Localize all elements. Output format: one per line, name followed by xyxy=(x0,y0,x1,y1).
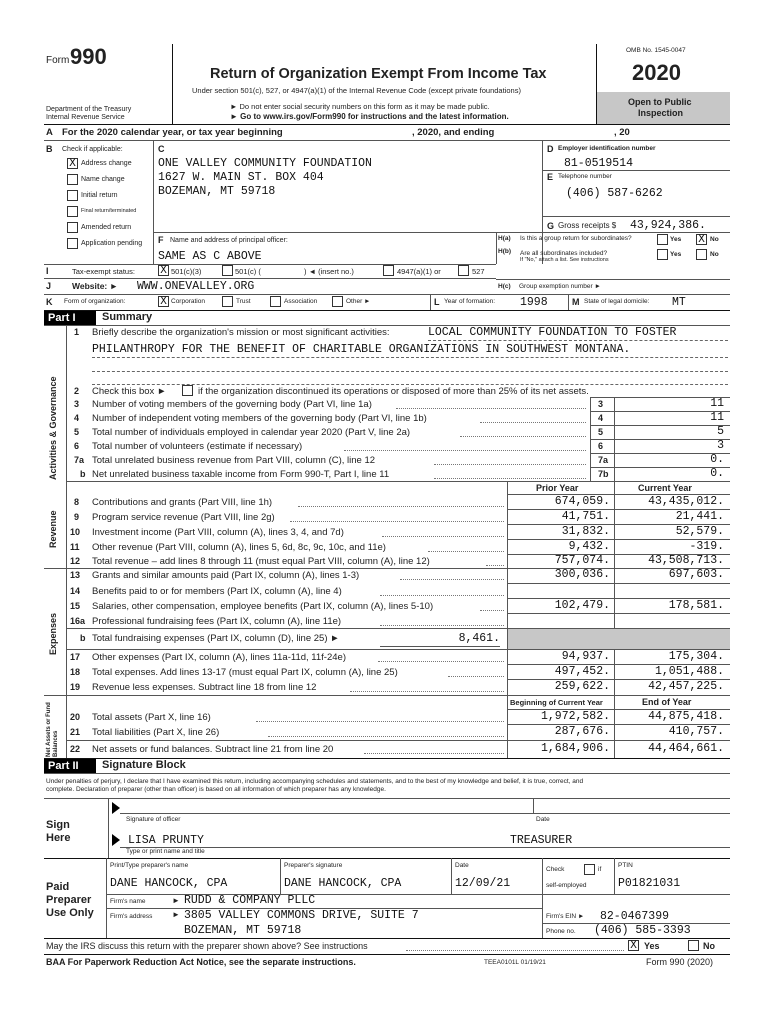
tax-year-end-20: , 20 xyxy=(614,127,630,138)
line-20-text: Total assets (Part X, line 16) xyxy=(92,712,211,723)
tax-year-beginning: For the 2020 calendar year, or tax year beginning xyxy=(62,127,283,138)
line-18-num: 18 xyxy=(70,667,81,677)
if-label: if xyxy=(598,866,602,873)
hb-note: If "No," attach a list. See instructions xyxy=(520,257,609,263)
discuss-question: May the IRS discuss this return with the preparer shown above? See instructions xyxy=(46,941,368,951)
line-11-text: Other revenue (Part VIII, column (A), lines 5, 6d, 8c, 9c, 10c, and 11e) xyxy=(92,542,386,553)
501c3-checkbox[interactable]: X xyxy=(158,265,169,276)
line-10-num: 10 xyxy=(70,527,81,537)
line-5-num: 5 xyxy=(74,427,80,437)
eoy-header: End of Year xyxy=(642,697,692,707)
line-19-current[interactable]: 42,457,225. xyxy=(648,680,724,693)
line-2-text: Check this box ► xyxy=(92,386,167,397)
name-change-checkbox[interactable] xyxy=(67,174,78,185)
hb-no-label: No xyxy=(710,251,719,258)
preparer-date[interactable]: 12/09/21 xyxy=(455,877,511,890)
line-13-current[interactable]: 697,603. xyxy=(668,568,724,581)
line-16a-text: Professional fundraising fees (Part IX, column (A), line 11e) xyxy=(92,616,342,627)
line-17-current[interactable]: 175,304. xyxy=(668,650,724,663)
line-7b-num: b xyxy=(80,469,86,479)
formation-label: Year of formation: xyxy=(444,298,496,305)
preparer-date-label: Date xyxy=(455,862,469,869)
line-2-num: 2 xyxy=(74,386,80,396)
ha-no-checkbox[interactable]: X xyxy=(696,234,707,245)
hb-no-checkbox[interactable] xyxy=(696,249,707,260)
line-9-prior[interactable]: 41,751. xyxy=(561,510,610,523)
line-19-num: 19 xyxy=(70,682,81,692)
row-e-letter: E xyxy=(547,172,554,182)
formation-value[interactable]: 1998 xyxy=(520,296,548,309)
hb-label: H(b) xyxy=(498,248,511,255)
hc-text: Group exemption number ► xyxy=(519,283,601,290)
principal-officer-label: Name and address of principal officer: xyxy=(170,237,288,244)
line-7b-value[interactable]: 0. xyxy=(710,467,724,480)
self-employed-checkbox[interactable] xyxy=(584,864,595,875)
line-19-prior[interactable]: 259,622. xyxy=(554,680,610,693)
part-i-tag: Part I xyxy=(44,311,96,325)
line-12-num: 12 xyxy=(70,556,81,566)
initial-return-label: Initial return xyxy=(81,192,118,199)
line-8-prior[interactable]: 674,059. xyxy=(554,495,610,508)
paid-label-2: Preparer xyxy=(46,894,92,906)
officer-name[interactable]: LISA PRUNTY xyxy=(128,834,204,847)
form-footer-id: Form 990 (2020) xyxy=(646,957,714,967)
row-d-letter: D xyxy=(547,144,554,154)
tax-year: 2020 xyxy=(632,60,681,85)
part-ii-tag: Part II xyxy=(44,759,96,773)
address-change-label: Address change xyxy=(81,160,132,167)
ptin-value[interactable]: P01821031 xyxy=(618,877,681,890)
line-10-text: Investment income (Part VIII, column (A), lines 3, 4, and 7d) xyxy=(92,527,344,538)
line-11-current[interactable]: -319. xyxy=(689,540,724,553)
form-title: Return of Organization Exempt From Income Tax xyxy=(210,66,547,82)
hb-text: Are all subordinates included? xyxy=(520,250,608,257)
type-name-label: Type or print name and title xyxy=(126,848,205,855)
ha-yes-label: Yes xyxy=(670,236,682,243)
omb-number: OMB No. 1545-0047 xyxy=(626,47,686,54)
tax-exempt-label: Tax-exempt status: xyxy=(72,267,135,276)
line-21-prior[interactable]: 287,676. xyxy=(554,725,610,738)
irs-link[interactable]: ► Go to www.irs.gov/Form990 for instructions and the latest information. xyxy=(230,112,509,121)
dept-treasury: Department of the Treasury xyxy=(46,106,132,113)
line-21-text: Total liabilities (Part X, line 26) xyxy=(92,727,220,738)
association-checkbox[interactable] xyxy=(270,296,281,307)
dept-irs: Internal Revenue Service xyxy=(46,114,125,121)
firm-name-label: Firm's name xyxy=(110,898,146,905)
line-7a-num: 7a xyxy=(74,455,85,465)
sign-arrow-1 xyxy=(112,802,120,814)
501c-checkbox[interactable] xyxy=(222,265,233,276)
form-code: TEEA0101L 01/19/21 xyxy=(484,959,546,966)
line-17-num: 17 xyxy=(70,652,81,662)
row-i-letter: I xyxy=(46,266,49,276)
line-12-prior[interactable]: 757,074. xyxy=(554,554,610,567)
line-3-value[interactable]: 11 xyxy=(710,397,724,410)
inspection: Inspection xyxy=(638,108,684,118)
officer-title[interactable]: TREASURER xyxy=(510,834,573,847)
527-label: 527 xyxy=(472,267,485,276)
ha-text: Is this a group return for subordinates? xyxy=(520,235,632,242)
line-1-num: 1 xyxy=(74,327,80,337)
mission-line-2[interactable]: PHILANTHROPY FOR THE BENEFIT OF CHARITABLE ORGANIZATIONS IN SOUTHWEST MONTANA. xyxy=(92,343,631,356)
row-k-letter: K xyxy=(46,297,53,307)
line-8-current[interactable]: 43,435,012. xyxy=(648,495,724,508)
phone-label: Telephone number xyxy=(558,173,612,180)
tax-year-ending: , 2020, and ending xyxy=(412,127,495,138)
firm-address-1[interactable]: 3805 VALLEY COMMONS DRIVE, SUITE 7 xyxy=(184,909,419,922)
line-20-prior[interactable]: 1,972,582. xyxy=(540,710,610,723)
line-5-text: Total number of individuals employed in calendar year 2020 (Part V, line 2a) xyxy=(92,427,411,438)
form-label: Form xyxy=(46,55,70,66)
line-20-num: 20 xyxy=(70,712,81,722)
ein-firm-label: Firm's EIN ► xyxy=(546,913,585,920)
self-employed-label: self-employed xyxy=(546,882,587,889)
line-4-value[interactable]: 11 xyxy=(710,411,724,424)
sig-officer-label: Signature of officer xyxy=(126,816,181,823)
boy-header: Beginning of Current Year xyxy=(510,698,603,707)
line-16b-text: Total fundraising expenses (Part IX, column (D), line 25) ► xyxy=(92,633,340,644)
line-4-text: Number of independent voting members of the governing body (Part VI, line 1b) xyxy=(92,413,427,424)
line-18-text: Total expenses. Add lines 13-17 (must equal Part IX, column (A), line 25) xyxy=(92,667,398,678)
website-label: Website: ► xyxy=(72,281,119,291)
side-revenue: Revenue xyxy=(48,510,58,548)
line-16b-num: b xyxy=(80,633,86,643)
other-label: Other ► xyxy=(346,298,371,305)
preparer-signature[interactable]: DANE HANCOCK, CPA xyxy=(284,877,402,890)
discuss-no-checkbox[interactable] xyxy=(688,940,699,951)
hb-yes-label: Yes xyxy=(670,251,682,258)
firm-ein[interactable]: 82-0467399 xyxy=(600,910,670,923)
line-10-current[interactable]: 52,579. xyxy=(675,525,724,538)
line-6-text: Total number of volunteers (estimate if necessary) xyxy=(92,441,303,452)
line-6-value[interactable]: 3 xyxy=(717,439,724,452)
firm-address-label: Firm's address xyxy=(110,913,153,920)
line-11-prior[interactable]: 9,432. xyxy=(568,540,610,553)
association-label: Association xyxy=(284,298,318,305)
line-15-current[interactable]: 178,581. xyxy=(668,599,724,612)
org-name[interactable]: ONE VALLEY COMMUNITY FOUNDATION xyxy=(158,157,372,170)
ha-yes-checkbox[interactable] xyxy=(657,234,668,245)
corporation-checkbox[interactable]: X xyxy=(158,296,169,307)
org-city[interactable]: BOZEMAN, MT 59718 xyxy=(158,185,276,198)
line-5-value[interactable]: 5 xyxy=(717,425,724,438)
discontinued-checkbox[interactable] xyxy=(182,385,193,396)
527-checkbox[interactable] xyxy=(458,265,469,276)
trust-label: Trust xyxy=(236,298,251,305)
line-2-tail: if the organization discontinued its operations or disposed of more than 25% of its net assets. xyxy=(198,386,589,397)
line-20-current[interactable]: 44,875,418. xyxy=(648,710,724,723)
line-7a-value[interactable]: 0. xyxy=(710,453,724,466)
row-m-letter: M xyxy=(572,297,580,307)
line-3-text: Number of voting members of the governing body (Part VI, line 1a) xyxy=(92,399,372,410)
line-13-text: Grants and similar amounts paid (Part IX, column (A), lines 1-3) xyxy=(92,570,360,581)
preparer-name-label: Print/Type preparer's name xyxy=(110,862,189,869)
firm-name[interactable]: RUDD & COMPANY PLLC xyxy=(184,894,316,907)
line-9-num: 9 xyxy=(74,512,80,522)
line-4-num: 4 xyxy=(74,413,80,423)
line-6-num: 6 xyxy=(74,441,80,451)
hc-label: H(c) xyxy=(498,283,511,290)
ha-no-label: No xyxy=(710,236,719,243)
sign-arrow-2 xyxy=(112,834,120,846)
application-pending-label: Application pending xyxy=(81,240,143,247)
ein-label: Employer identification number xyxy=(558,145,656,152)
preparer-sig-label: Preparer's signature xyxy=(284,862,343,869)
gross-receipts-label: Gross receipts $ xyxy=(558,221,617,230)
firm-address-arrow: ► xyxy=(172,910,180,919)
application-pending-checkbox[interactable] xyxy=(67,238,78,249)
other-checkbox[interactable] xyxy=(332,296,343,307)
corporation-label: Corporation xyxy=(171,298,205,305)
line-17-text: Other expenses (Part IX, column (A), lines 11a-11d, 11f-24e) xyxy=(92,652,346,663)
org-address[interactable]: 1627 W. MAIN ST. BOX 404 xyxy=(158,171,324,184)
4947-label: 4947(a)(1) or xyxy=(397,267,441,276)
row-c-letter: C xyxy=(158,144,165,154)
amended-return-checkbox[interactable] xyxy=(67,222,78,233)
hb-yes-checkbox[interactable] xyxy=(657,249,668,260)
form-number: 990 xyxy=(70,44,107,69)
line-1-text: Briefly describe the organization's mission or most significant activities: xyxy=(92,327,390,338)
4947-checkbox[interactable] xyxy=(383,265,394,276)
discuss-no-label: No xyxy=(703,941,715,951)
final-return-label: Final return/terminated xyxy=(81,208,137,214)
sign-label-2: Here xyxy=(46,832,71,844)
line-22-prior[interactable]: 1,684,906. xyxy=(540,742,610,755)
sig-date-label[interactable]: Date xyxy=(536,816,550,823)
row-j-letter: J xyxy=(46,281,52,291)
line-7b-text: Net unrelated business taxable income from Form 990-T, Part I, line 11 xyxy=(92,469,390,480)
domicile-label: State of legal domicile: xyxy=(584,298,650,305)
gross-receipts-value[interactable]: 43,924,386. xyxy=(630,219,706,232)
preparer-name[interactable]: DANE HANCOCK, CPA xyxy=(110,877,228,890)
line-4-box: 4 xyxy=(598,413,604,423)
side-activities: Activities & Governance xyxy=(48,376,58,480)
line-7b-box: 7b xyxy=(598,469,609,479)
paid-label-1: Paid xyxy=(46,881,70,893)
line-19-text: Revenue less expenses. Subtract line 18 from line 12 xyxy=(92,682,317,693)
line-8-text: Contributions and grants (Part VIII, line 1h) xyxy=(92,497,273,508)
prior-year-header: Prior Year xyxy=(536,483,579,493)
amended-return-label: Amended return xyxy=(81,224,132,231)
firm-phone[interactable]: (406) 585-3393 xyxy=(594,924,691,937)
sign-label-1: Sign xyxy=(46,819,70,831)
form-org-label: Form of organization: xyxy=(64,298,126,305)
line-9-current[interactable]: 21,441. xyxy=(675,510,724,523)
ha-label: H(a) xyxy=(498,235,511,242)
check-applicable-label: Check if applicable: xyxy=(62,146,123,153)
line-14-num: 14 xyxy=(70,586,81,596)
check-label: Check xyxy=(546,866,565,873)
501c-label: 501(c) ( xyxy=(235,267,261,276)
line-13-prior[interactable]: 300,036. xyxy=(554,568,610,581)
phone-value[interactable]: (406) 587-6262 xyxy=(566,187,663,200)
side-expenses: Expenses xyxy=(48,612,58,655)
line-22-text: Net assets or fund balances. Subtract line 21 from line 20 xyxy=(92,744,334,755)
website-value[interactable]: WWW.ONEVALLEY.ORG xyxy=(137,280,255,293)
row-f-letter: F xyxy=(158,235,164,245)
insert-no-label: ) ◄ (insert no.) xyxy=(304,267,354,276)
penalty-line-2: complete. Declaration of preparer (other than officer) is based on all information of which preparer has any knowledge. xyxy=(46,786,386,793)
current-year-header: Current Year xyxy=(638,483,692,493)
line-15-num: 15 xyxy=(70,601,81,611)
row-a-letter: A xyxy=(46,127,53,138)
line-8-num: 8 xyxy=(74,497,80,507)
line-6-box: 6 xyxy=(598,441,604,451)
form-subtitle: Under section 501(c), 527, or 4947(a)(1) of the Internal Revenue Code (except private foundations) xyxy=(192,86,521,95)
trust-checkbox[interactable] xyxy=(222,296,233,307)
firm-arrow: ► xyxy=(172,896,180,905)
line-14-text: Benefits paid to or for members (Part IX, column (A), line 4) xyxy=(92,586,342,597)
discuss-yes-checkbox[interactable]: X xyxy=(628,940,639,951)
line-21-current[interactable]: 410,757. xyxy=(668,725,724,738)
part-i-title: Summary xyxy=(102,311,153,323)
final-return-checkbox[interactable] xyxy=(67,206,78,217)
phone-no-label: Phone no. xyxy=(546,928,576,935)
line-22-current[interactable]: 44,464,661. xyxy=(648,742,724,755)
line-12-current[interactable]: 43,508,713. xyxy=(648,554,724,567)
line-5-box: 5 xyxy=(598,427,604,437)
name-change-label: Name change xyxy=(81,176,125,183)
line-15-text: Salaries, other compensation, employee benefits (Part IX, column (A), lines 5-10) xyxy=(92,601,434,612)
row-l-letter: L xyxy=(434,297,440,307)
domicile-value[interactable]: MT xyxy=(672,296,686,309)
ptin-label: PTIN xyxy=(618,862,633,869)
line-9-text: Program service revenue (Part VIII, line 2g) xyxy=(92,512,275,523)
line-12-text: Total revenue – add lines 8 through 11 (must equal Part VIII, column (A), line 12) xyxy=(92,556,430,567)
line-22-num: 22 xyxy=(70,744,81,754)
penalty-line-1: Under penalties of perjury, I declare that I have examined this return, including accompanying schedules and statements, and to the best of my knowledge and belief, it is true, correct, and xyxy=(46,778,584,785)
line-13-num: 13 xyxy=(70,570,81,580)
row-b-letter: B xyxy=(46,144,53,154)
line-3-box: 3 xyxy=(598,399,604,409)
ein-value[interactable]: 81-0519514 xyxy=(564,157,634,170)
baa-notice: BAA For Paperwork Reduction Act Notice, see the separate instructions. xyxy=(46,957,356,967)
principal-officer-value[interactable]: SAME AS C ABOVE xyxy=(158,250,262,263)
initial-return-checkbox[interactable] xyxy=(67,190,78,201)
line-17-prior[interactable]: 94,937. xyxy=(561,650,610,663)
address-change-checkbox[interactable]: X xyxy=(67,158,78,169)
paid-label-3: Use Only xyxy=(46,907,94,919)
line-10-prior[interactable]: 31,832. xyxy=(561,525,610,538)
line-15-prior[interactable]: 102,479. xyxy=(554,599,610,612)
line-18-prior[interactable]: 497,452. xyxy=(554,665,610,678)
firm-address-2[interactable]: BOZEMAN, MT 59718 xyxy=(184,924,302,937)
line-11-num: 11 xyxy=(70,542,80,552)
line-16a-num: 16a xyxy=(70,616,86,626)
line-3-num: 3 xyxy=(74,399,80,409)
open-public: Open to Public xyxy=(628,97,692,107)
line-16b-value[interactable]: 8,461. xyxy=(458,632,500,645)
discuss-yes-label: Yes xyxy=(644,941,660,951)
ssn-notice: ► Do not enter social security numbers on this form as it may be made public. xyxy=(230,102,490,111)
line-7a-text: Total unrelated business revenue from Part VIII, column (C), line 12 xyxy=(92,455,376,466)
mission-line-1[interactable]: LOCAL COMMUNITY FOUNDATION TO FOSTER xyxy=(428,326,677,339)
line-18-current[interactable]: 1,051,488. xyxy=(654,665,724,678)
line-21-num: 21 xyxy=(70,727,81,737)
side-net-assets: Net Assets or Fund Balances xyxy=(46,702,59,757)
501c3-label: 501(c)(3) xyxy=(171,267,202,276)
part-ii-title: Signature Block xyxy=(102,759,186,771)
row-g-letter: G xyxy=(547,221,555,231)
line-7a-box: 7a xyxy=(598,455,609,465)
